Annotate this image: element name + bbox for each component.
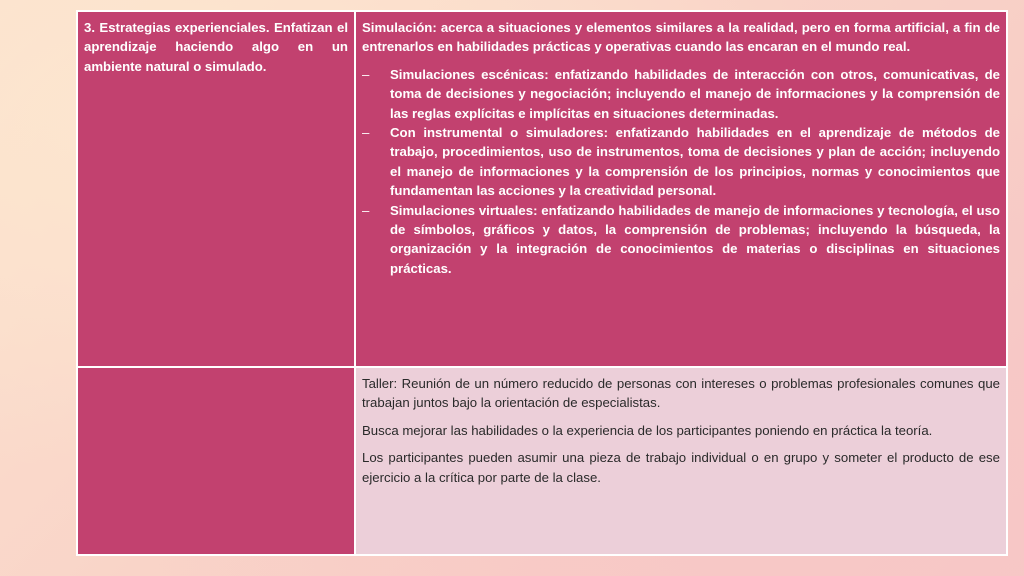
bullet-text: Simulaciones escénicas: enfatizando habilidades de interacción con otros, comunicativas, de toma de decisiones y negociación; incluyendo el manejo de informaciones y la comprensión de las reglas explícitas e implícitas en situaciones determinadas. <box>390 66 1000 121</box>
bullet-item <box>362 123 1000 201</box>
taller-paragraph: Busca mejorar las habilidades o la experiencia de los participantes poniendo en práctica la teoría. <box>362 422 933 438</box>
bullet-item <box>362 65 1000 123</box>
taller-paragraph: Los participantes pueden asumir una pieza de trabajo individual o en grupo y someter el producto de ese ejercicio a la crítica por parte de la clase. <box>362 450 1000 485</box>
strategies-table <box>76 10 1008 556</box>
bullet-text: Simulaciones virtuales: enfatizando habilidades de manejo de informaciones y tecnología, el uso de símbolos, gráficos y datos, la comprensión de problemas; incluyendo la búsqueda, la organización y la integración de conocimientos de materias o disciplinas en situaciones prácticas. <box>390 202 1000 276</box>
row1-left-text: 3. Estrategias experienciales. Enfatizan el aprendizaje haciendo algo en un ambiente natural o simulado. <box>84 20 348 74</box>
taller-paragraph: Taller: Reunión de un número reducido de personas con intereses o problemas profesionales comunes que trabajan juntos bajo la orientación de especialistas. <box>362 376 1000 411</box>
row2-right-cell <box>355 367 1007 555</box>
row1-left-cell <box>77 11 355 367</box>
bullet-text: Con instrumental o simuladores: enfatizando habilidades en el aprendizaje de métodos de trabajo, procedimientos, uso de instrumentos, toma de decisiones y plan de acción; incluyendo el manejo de informaciones y la comprensión de los principios, normas y conocimientos que fundamentan las acciones y la creatividad personal. <box>390 125 1000 199</box>
bullet-item <box>362 201 1000 279</box>
row1-right-cell <box>355 11 1007 367</box>
bullet-dash: – <box>362 125 370 141</box>
row1-intro-paragraph: Simulación: acerca a situaciones y elementos similares a la realidad, pero en forma artificial, a fin de entrenarlos en habilidades prácticas y operativas cuando las encaran en el mundo real. <box>362 20 1000 55</box>
simulation-bullet-list <box>362 65 1000 278</box>
row2-left-cell <box>77 367 355 555</box>
bullet-dash: – <box>362 66 370 82</box>
bullet-dash: – <box>362 202 370 218</box>
